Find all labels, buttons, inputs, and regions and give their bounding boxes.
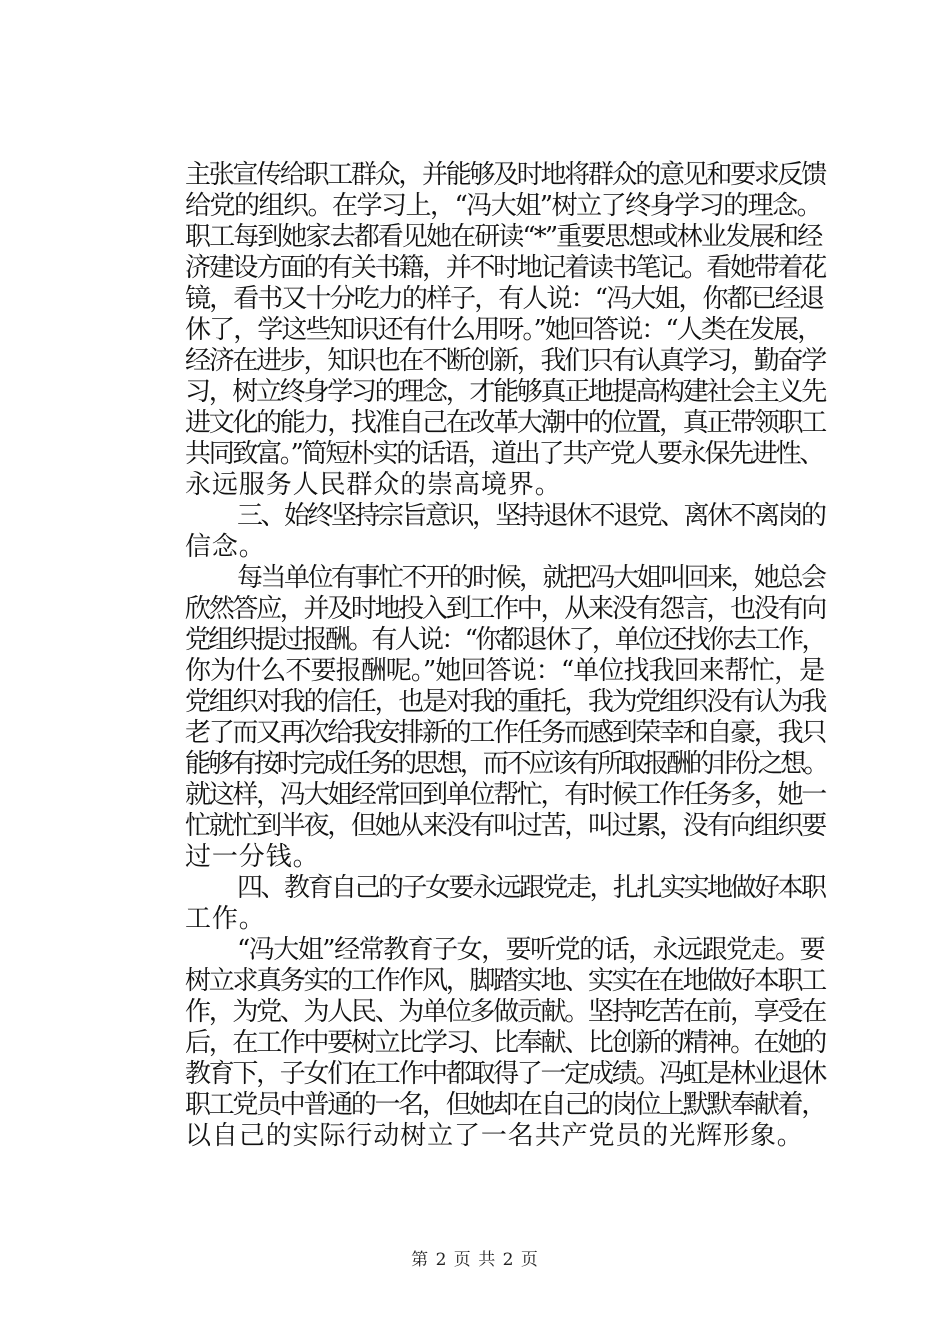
text-line: 就这样，冯大姐经常回到单位帮忙，有时候工作任务多，她一	[185, 780, 825, 810]
text-line: 党组织提过报酬。有人说：“你都退休了，单位还找你去工作，	[185, 625, 825, 655]
text-line: 过一分钱。	[185, 842, 320, 872]
text-line: 作，为党、为人民、为单位多做贡献。坚持吃苦在前，享受在	[185, 997, 825, 1027]
text-line: 济建设方面的有关书籍，并不时地记着读书笔记。看她带着花	[185, 253, 825, 283]
text-line: 主张宣传给职工群众，并能够及时地将群众的意见和要求反馈	[185, 160, 825, 190]
text-line: “冯大姐”经常教育子女，要听党的话，永远跟党走。要	[237, 935, 825, 965]
text-line: 忙就忙到半夜，但她从来没有叫过苦，叫过累，没有向组织要	[185, 811, 825, 841]
text-line: 共同致富。”简短朴实的话语，道出了共产党人要永保先进性、	[185, 439, 823, 469]
text-line: 信念。	[185, 532, 266, 562]
text-line: 每当单位有事忙不开的时候，就把冯大姐叫回来，她总会	[237, 563, 825, 593]
text-line: 欣然答应，并及时地投入到工作中，从来没有怨言，也没有向	[185, 594, 825, 624]
text-line: 镜，看书又十分吃力的样子，有人说：“冯大姐，你都已经退	[185, 284, 823, 314]
text-line: 职工党员中普通的一名，但她却在自己的岗位上默默奉献着，	[185, 1090, 825, 1120]
document-body	[185, 160, 825, 1152]
text-line: 永远服务人民群众的崇高境界。	[185, 470, 562, 500]
text-line: 经济在进步，知识也在不断创新，我们只有认真学习，勤奋学	[185, 346, 825, 376]
text-line: 给党的组织。在学习上，“冯大姐”树立了终身学习的理念。	[185, 191, 822, 221]
text-line: 树立求真务实的工作作风，脚踏实地、实实在在地做好本职工	[185, 966, 825, 996]
text-line: 四、教育自己的子女要永远跟党走，扎扎实实地做好本职	[237, 873, 825, 903]
text-line: 老了而又再次给我安排新的工作任务而感到荣幸和自豪，我只	[185, 718, 825, 748]
text-line: 进文化的能力，找准自己在改革大潮中的位置，真正带领职工	[185, 408, 825, 438]
text-line: 习，树立终身学习的理念，才能够真正地提高构建社会主义先	[185, 377, 825, 407]
text-line: 党组织对我的信任，也是对我的重托，我为党组织没有认为我	[185, 687, 825, 717]
text-line: 休了，学这些知识还有什么用呀。”她回答说：“人类在发展，	[185, 315, 822, 345]
text-line: 工作。	[185, 904, 266, 934]
text-line: 以自己的实际行动树立了一名共产党员的光辉形象。	[185, 1121, 804, 1151]
page-footer: 第 2 页 共 2 页	[411, 1250, 539, 1270]
text-line: 三、始终坚持宗旨意识，坚持退休不退党、离休不离岗的	[237, 501, 825, 531]
text-line: 职工每到她家去都看见她在研读“*”重要思想或林业发展和经	[185, 222, 822, 252]
text-line: 你为什么不要报酬呢。”她回答说：“单位找我回来帮忙，是	[185, 656, 825, 686]
text-line: 后，在工作中要树立比学习、比奉献、比创新的精神。在她的	[185, 1028, 825, 1058]
text-line: 能够有按时完成任务的思想，而不应该有所取报酬的非份之想。	[185, 749, 827, 779]
text-line: 教育下，子女们在工作中都取得了一定成绩。冯虹是林业退休	[185, 1059, 825, 1089]
